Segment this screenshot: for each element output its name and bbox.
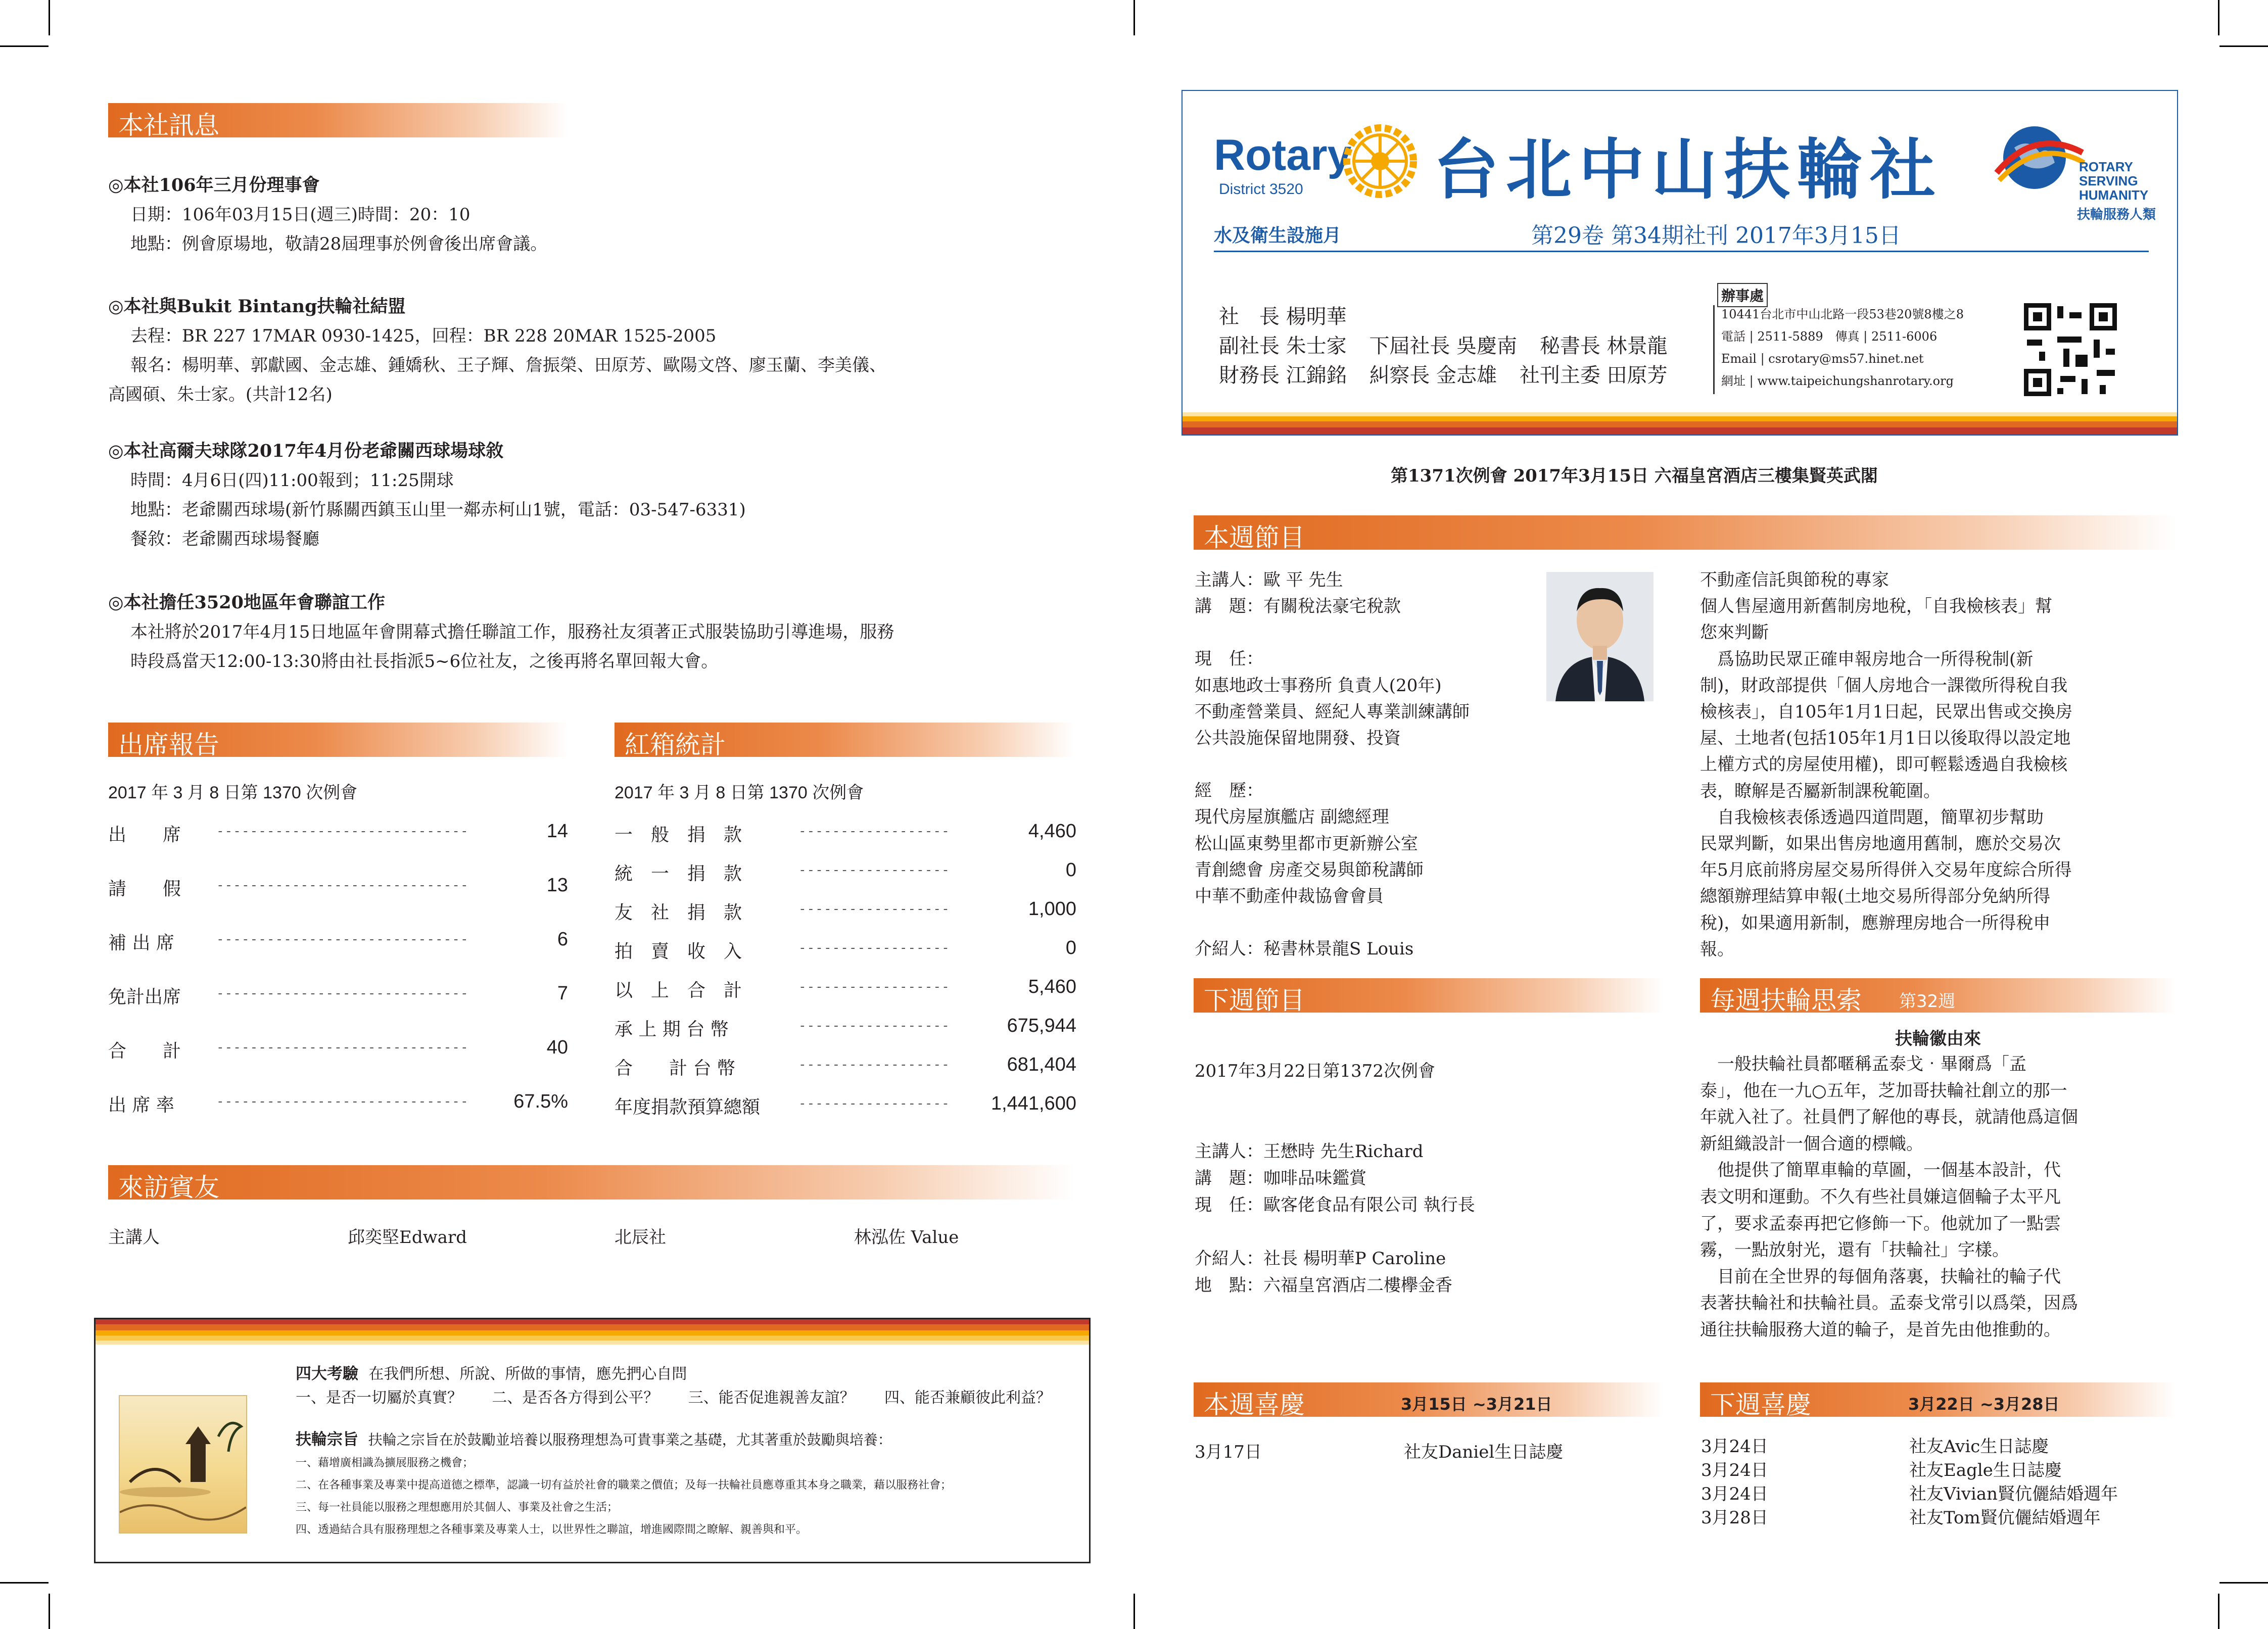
attendance-row [108, 1091, 568, 1116]
thought-line: 了，要求孟泰再把它修飾一下。他就加了一點雲 [1700, 1213, 2061, 1234]
weekly-thought-header-label: 每週扶輪思索 [1710, 986, 1862, 1015]
thought-line: 他提供了簡單車輪的草圖，一個基本設計，代 [1700, 1160, 2061, 1181]
news-item-line: 地點：例會原場地，敬請28屆理事於例會後出席會議。 [130, 234, 548, 254]
next-week-line [1195, 1085, 1475, 1112]
row-leader: ------------------ [798, 863, 950, 878]
humanity-line: ROTARY [2079, 159, 2133, 174]
article-line: 總額辦理結算申報(土地交易所得部分免納所得 [1700, 886, 2051, 907]
rotary-logo-text: Rotary [1214, 131, 1352, 179]
objective-item: 一、藉增廣相識為擴展服務之機會； [296, 1456, 474, 1469]
four-way-box [94, 1318, 1091, 1563]
officer-name: 吳慶南 [1456, 334, 1518, 358]
four-way-item: 四、能否兼顧彼此利益？ [884, 1390, 1052, 1406]
celebration-text: 社友Avic生日誌慶 [1909, 1436, 2049, 1457]
thought-line: 泰」，他在一九○五年，芝加哥扶輪社創立的那一 [1700, 1080, 2067, 1101]
attendance-row-value: 13 [546, 875, 568, 896]
article-line: 年5月底前將房屋交易所得併入交易年度綜合所得 [1700, 860, 2072, 881]
thought-line: 年就入社了。社員們了解他的專長，就請他爲這個 [1700, 1107, 2078, 1128]
celebration-row [1701, 1482, 2118, 1506]
speaker-line: 現代房屋旗艦店 副總經理 [1195, 807, 1389, 828]
attendance-row-value: 40 [546, 1037, 568, 1058]
next-week-line [1195, 1112, 1475, 1138]
officer-row [1219, 302, 1668, 331]
news-item-title: ◎本社與Bukit Bintang扶輪社結盟 [108, 296, 406, 317]
crop-mark [2218, 0, 2219, 35]
next-week-celebration-label: 下週喜慶 [1710, 1390, 1811, 1419]
celebration-date: 3月24日 [1701, 1436, 1768, 1457]
red-box-row-value: 1,000 [1028, 898, 1076, 920]
crop-mark [2219, 1582, 2268, 1584]
attendance-row-label: 出 席 [108, 825, 181, 845]
masthead-stripes [1183, 412, 2177, 435]
officer-title: 社刊主委 [1519, 364, 1600, 387]
office-line: Email | csrotary@ms57.hinet.net [1721, 352, 1924, 366]
attendance-row [108, 875, 568, 900]
row-leader: ------------------------------ [216, 824, 469, 839]
red-box-row [615, 898, 1076, 924]
humanity-cn: 扶輪服務人類 [2077, 207, 2156, 222]
red-box-row [615, 937, 1076, 963]
box-stripes [96, 1319, 1089, 1352]
objective-item: 四、透過結合具有服務理想之各種事業及專業人士，以世界性之聯誼，增進國際間之瞭解、親善與和平。 [296, 1523, 808, 1536]
celebration-row [1701, 1435, 2049, 1459]
club-news-header-label: 本社訊息 [118, 111, 219, 140]
next-week-program [1195, 1058, 1475, 1299]
four-way-item: 一、是否一切屬於真實？ [296, 1390, 462, 1406]
red-box-header [615, 723, 1074, 757]
officer-name: 楊明華 [1286, 305, 1347, 328]
next-celebration-list [1701, 1435, 2118, 1530]
red-box-row-value: 681,404 [1007, 1054, 1076, 1075]
celebration-date: 3月24日 [1701, 1484, 1768, 1504]
officer-name: 田原芳 [1606, 364, 1668, 387]
objective-intro: 扶輪之宗旨在於鼓勵並培養以服務理想為可貴事業之基礎，尤其著重於鼓勵與培養： [368, 1432, 892, 1448]
speaker-line: 不動產營業員、經紀人專業訓練講師 [1195, 701, 1470, 722]
officer-row [1219, 331, 1668, 361]
celebration-row [1701, 1506, 2101, 1530]
red-box-row-label: 承 上 期 台 幣 [615, 1019, 729, 1040]
attendance-row-value: 14 [546, 821, 568, 842]
crop-mark [1133, 1594, 1135, 1629]
speaker-line: 經 歷： [1195, 781, 1263, 801]
row-leader: ------------------------------ [216, 1040, 469, 1055]
visitor-cell: 邱奕堅Edward [348, 1227, 467, 1248]
officer-name: 金志雄 [1436, 364, 1497, 387]
news-item-line: 本社將於2017年4月15日地區年會開幕式擔任聯誼工作，服務社友須著正式服裝協助引導進場，服務 [130, 622, 894, 642]
red-box-row-value: 1,441,600 [990, 1093, 1076, 1114]
crop-mark [0, 45, 49, 47]
masthead-rule [1214, 251, 2149, 252]
officer-name: 江錦銘 [1286, 364, 1347, 387]
red-box-row-label: 拍 賣 收 入 [615, 941, 742, 962]
next-week-line: 主講人：王懋時 先生Richard [1195, 1141, 1424, 1162]
speaker-line: 公共設施保留地開發、投資 [1195, 728, 1401, 749]
four-way-item: 二、是否各方得到公平？ [492, 1390, 659, 1406]
thought-line: 表著扶輪社和扶輪社員。孟泰戈常引以爲榮，因爲 [1700, 1293, 2078, 1314]
objective-item: 三、每一社員能以服務之理想應用於其個人、事業及社會之生活； [296, 1501, 619, 1513]
news-item-line: 日期：106年03月15日(週三)時間：20：10 [130, 205, 470, 225]
office-bracket [1713, 305, 1715, 394]
objective-item: 二、在各種事業及專業中提高道德之標準，認識一切有益於社會的職業之價值；及每一扶輪社員應尊重其本身之職業，藉以服務社會； [296, 1478, 952, 1491]
landscape-illustration [119, 1395, 247, 1534]
officer-title: 下屆社長 [1369, 334, 1450, 358]
club-name: 台北中山扶輪社 [1433, 131, 1943, 208]
article-line: 不動產信託與節稅的專家 [1700, 570, 1889, 590]
next-week-line: 現 任：歐客佬食品有限公司 執行長 [1195, 1195, 1475, 1215]
article-line: 爲協助民眾正確申報房地合一所得稅制(新 [1700, 649, 2034, 669]
this-week-article [1700, 567, 2072, 963]
weekly-thought-week: 第32週 [1899, 991, 1956, 1012]
district-label: District 3520 [1219, 181, 1303, 198]
four-way-intro: 在我們所想、所說、所做的事情，應先捫心自問 [368, 1366, 687, 1382]
news-item [108, 171, 547, 259]
red-box-row-label: 友 社 捐 款 [615, 902, 742, 923]
weekly-thought-title: 扶輪徽由來 [1895, 1029, 1981, 1049]
visitor-cell: 主講人 [108, 1227, 160, 1248]
celebration-row [1195, 1438, 1564, 1463]
objective-title: 扶輪宗旨 [296, 1430, 358, 1448]
attendance-row-value: 7 [557, 983, 568, 1004]
red-box-row-value: 0 [1065, 937, 1076, 959]
four-way-title: 四大考驗 [296, 1365, 358, 1382]
next-week-header-label: 下週節目 [1204, 986, 1305, 1015]
red-box-row-value: 4,460 [1028, 821, 1076, 842]
officers [1219, 302, 1668, 390]
article-line: 表，瞭解是否屬新制課稅範圍。 [1700, 781, 1941, 801]
crop-mark [2219, 45, 2268, 47]
celebration-date: 3月28日 [1701, 1508, 1768, 1528]
this-week-header [1194, 515, 2176, 550]
celebration-text: 社友Daniel生日誌慶 [1404, 1442, 1564, 1462]
thought-line: 霧，一點放射光，還有「扶輪社」字樣。 [1700, 1240, 2009, 1261]
weekly-thought-body [1700, 1051, 2078, 1344]
weekly-thought-header [1700, 978, 2176, 1013]
red-box-row [615, 859, 1076, 885]
visitor-cell: 林泓佐 Value [854, 1227, 959, 1248]
row-leader: ------------------------------ [216, 1094, 469, 1109]
thought-line: 目前在全世界的每個角落裏，扶輪社的輪子代 [1700, 1266, 2061, 1287]
news-item [108, 588, 894, 676]
officer-name: 林景龍 [1606, 334, 1668, 358]
article-line: 制)，財政部提供「個人房地合一課徵所得稅自我 [1700, 675, 2068, 696]
red-box-row [615, 1015, 1076, 1040]
news-item-title: ◎本社106年三月份理事會 [108, 175, 320, 196]
speaker-line: 中華不動產仲裁協會會員 [1195, 886, 1384, 907]
speaker-line [1195, 619, 1470, 646]
celebration-text: 社友Tom賢伉儷結婚週年 [1909, 1508, 2101, 1528]
thought-line: 新組織設計一個合適的標幟。 [1700, 1133, 1923, 1154]
visitors-header [108, 1165, 1075, 1200]
thought-line: 表文明和運動。不久有些社員嫌這個輪子太平凡 [1700, 1186, 2061, 1207]
attendance-row-label: 補 出 席 [108, 933, 174, 953]
news-item [108, 437, 746, 554]
row-leader: ------------------------------ [216, 986, 469, 1001]
officer-title: 社 長 [1219, 305, 1280, 328]
this-week-speaker [1195, 567, 1470, 962]
speaker-line: 主講人：歐 平 先生 [1195, 570, 1343, 590]
office-line: 10441台北市中山北路一段53巷20號8樓之8 [1721, 307, 1964, 321]
attendance-row [108, 1037, 568, 1062]
celebration-text: 社友Eagle生日誌慶 [1909, 1460, 2062, 1480]
news-item-line: 時段爲當天12:00-13:30將由社長指派5~6位社友，之後再將名單回報大會。 [130, 651, 719, 672]
officer-title: 秘書長 [1539, 334, 1600, 358]
month-theme: 水及衛生設施月 [1214, 225, 1342, 246]
officer-title: 副社長 [1219, 334, 1280, 358]
row-leader: ------------------ [798, 1057, 950, 1072]
speaker-line: 介紹人：秘書林景龍S Louis [1195, 939, 1414, 960]
article-line: 上權方式的房屋使用權)，即可輕鬆透過自我檢核 [1700, 754, 2068, 775]
article-line: 民眾判斷，如果出售房地適用舊制，應於交易次 [1700, 834, 2061, 854]
speaker-line: 青創總會 房產交易與節稅講師 [1195, 859, 1424, 880]
celebration-row [1701, 1459, 2062, 1482]
article-line: 屋、土地者(包括105年1月1日以後取得以設定地 [1700, 728, 2071, 749]
this-week-celebration-label: 本週喜慶 [1204, 1390, 1305, 1419]
attendance-header [108, 723, 568, 757]
news-item-title: ◎本社擔任3520地區年會聯誼工作 [108, 592, 385, 613]
attendance-row-label: 出 席 率 [108, 1095, 174, 1116]
speaker-photo [1546, 572, 1653, 701]
office-label: 辦事處 [1717, 283, 1768, 307]
news-item-line: 高國碩、朱士家。(共計12名) [108, 385, 333, 405]
crop-mark [49, 0, 50, 35]
red-box-header-label: 紅箱統計 [625, 730, 726, 759]
article-line: 稅)，如果適用新制，應辦理房地合一所得稅申 [1700, 913, 2051, 933]
visitor-cell: 北辰社 [615, 1227, 666, 1248]
article-line: 個人售屋適用新舊制房地稅，「自我檢核表」幫 [1700, 596, 2052, 617]
red-box-row-label: 年度捐款預算總額 [615, 1097, 761, 1118]
rotary-wheel-icon [1342, 123, 1418, 199]
news-item-line: 時間：4月6日(四)11:00報到；11:25開球 [130, 470, 454, 491]
row-leader: ------------------ [798, 1096, 950, 1111]
meeting-line: 第1371次例會 2017年3月15日 六福皇宮酒店三樓集賢英武閣 [1391, 466, 1878, 486]
row-leader: ------------------ [798, 1018, 950, 1033]
celebration-date: 3月24日 [1701, 1460, 1768, 1480]
row-leader: ------------------------------ [216, 878, 469, 893]
celebration-text: 社友Vivian賢伉儷結婚週年 [1909, 1484, 2118, 1504]
attendance-row-label: 合 計 [108, 1041, 181, 1062]
thought-line: 一般扶輪社員都暱稱孟泰戈‧畢爾爲「孟 [1700, 1054, 2026, 1074]
news-item-title: ◎本社高爾夫球隊2017年4月份老爺關西球場球敘 [108, 441, 504, 461]
article-line: 報。 [1700, 939, 1734, 960]
red-box-row [615, 821, 1076, 846]
attendance-meeting: 2017 年 3 月 8 日第 1370 次例會 [108, 783, 358, 802]
qr-code[interactable] [2024, 303, 2117, 396]
speaker-line: 現 任： [1195, 649, 1263, 669]
red-box-row-label: 統 一 捐 款 [615, 864, 742, 884]
attendance-row-label: 免計出席 [108, 987, 181, 1008]
issue-info: 第29卷 第34期社刊 2017年3月15日 [1531, 223, 1901, 249]
speaker-line: 如惠地政士事務所 負責人(20年) [1195, 675, 1442, 696]
article-line: 您來判斷 [1700, 622, 1769, 643]
speaker-line [1195, 751, 1470, 778]
news-item [108, 292, 886, 409]
crop-mark [2218, 1594, 2219, 1629]
speaker-line: 講 題：有關稅法豪宅稅款 [1195, 596, 1401, 617]
speaker-line [1195, 909, 1470, 936]
news-item-line: 餐敘：老爺關西球場餐廳 [130, 529, 319, 549]
office-info [1721, 303, 1964, 392]
humanity-line: HUMANITY [2079, 187, 2149, 203]
objective-items [296, 1452, 952, 1541]
crop-mark [0, 1582, 49, 1584]
thought-line: 通往扶輪服務大道的輪子，是首先由他推動的。 [1700, 1319, 2061, 1340]
row-leader: ------------------ [798, 824, 950, 839]
four-way-item: 三、能否促進親善友誼？ [688, 1390, 855, 1406]
attendance-row-value: 6 [557, 929, 568, 950]
celebration-date: 3月17日 [1195, 1442, 1262, 1462]
next-week-celebration-range: 3月22日 ~3月28日 [1908, 1395, 2060, 1414]
office-line: 網址 | www.taipeichungshanrotary.org [1721, 374, 1954, 388]
news-item-line: 地點：老爺關西球場(新竹縣關西鎮玉山里一鄰赤柯山1號，電話：03-547-6331) [130, 500, 746, 520]
four-way-title-line [296, 1361, 687, 1383]
red-box-row-value: 675,944 [1007, 1015, 1076, 1036]
rotary-serving-humanity-logo [1994, 117, 2161, 222]
red-box-row [615, 1093, 1076, 1118]
red-box-row-value: 0 [1065, 859, 1076, 881]
officer-name: 朱士家 [1286, 334, 1347, 358]
red-box-row [615, 1054, 1076, 1079]
row-leader: ------------------ [798, 940, 950, 955]
attendance-row [108, 983, 568, 1008]
red-box-row-label: 合 計 台 幣 [615, 1058, 735, 1079]
this-week-header-label: 本週節目 [1204, 523, 1305, 552]
office-line: 電話 | 2511-5889 傳真 | 2511-6006 [1721, 329, 1938, 344]
next-week-header [1194, 978, 1664, 1013]
next-week-line: 講 題：咖啡品味鑑賞 [1195, 1168, 1366, 1188]
red-box-row-label: 以 上 合 計 [615, 980, 742, 1001]
news-item-line: 去程：BR 227 17MAR 0930-1425，回程：BR 228 20MAR 1525-2005 [130, 326, 717, 346]
row-leader: ------------------ [798, 979, 950, 994]
next-week-line: 介紹人：社長 楊明華P Caroline [1195, 1249, 1446, 1269]
row-leader: ------------------ [798, 901, 950, 917]
attendance-row [108, 929, 568, 954]
speaker-line: 松山區東勢里都市更新辦公室 [1195, 833, 1418, 854]
next-week-line: 地 點：六福皇宮酒店二樓欅金香 [1195, 1275, 1452, 1296]
attendance-row-value: 67.5% [513, 1091, 568, 1112]
visitors-header-label: 來訪賓友 [118, 1173, 219, 1202]
next-week-line: 2017年3月22日第1372次例會 [1195, 1061, 1435, 1081]
attendance-row-label: 請 假 [108, 879, 181, 899]
club-news-header [108, 103, 568, 140]
crop-mark [1133, 0, 1135, 35]
this-week-celebration-header [1194, 1382, 1664, 1417]
officer-row [1219, 361, 1668, 390]
officer-title: 糾察長 [1369, 364, 1430, 387]
red-box-meeting: 2017 年 3 月 8 日第 1370 次例會 [615, 783, 864, 802]
humanity-line: SERVING [2079, 173, 2138, 188]
next-week-line [1195, 1219, 1475, 1245]
article-line: 檢核表」，自105年1月1日起，民眾出售或交換房 [1700, 702, 2073, 723]
this-week-celebration-range: 3月15日 ~3月21日 [1401, 1395, 1552, 1414]
news-item-line: 報名：楊明華、郭獻國、金志雄、鍾嬌秋、王子輝、詹振榮、田原芳、歐陽文啓、廖玉蘭、李美儀、 [130, 355, 886, 375]
red-box-row-label: 一 般 捐 款 [615, 825, 742, 845]
attendance-header-label: 出席報告 [118, 730, 219, 759]
four-way-items [296, 1385, 1051, 1407]
attendance-row [108, 821, 568, 846]
red-box-row-value: 5,460 [1028, 976, 1076, 997]
crop-mark [49, 1594, 50, 1629]
red-box-row [615, 976, 1076, 1001]
objective-title-line [296, 1426, 892, 1449]
article-line: 自我檢核表係透過四道問題，簡單初步幫助 [1700, 807, 2044, 828]
officer-title: 財務長 [1219, 364, 1280, 387]
next-week-celebration-header [1700, 1382, 2176, 1417]
row-leader: ------------------------------ [216, 932, 469, 947]
